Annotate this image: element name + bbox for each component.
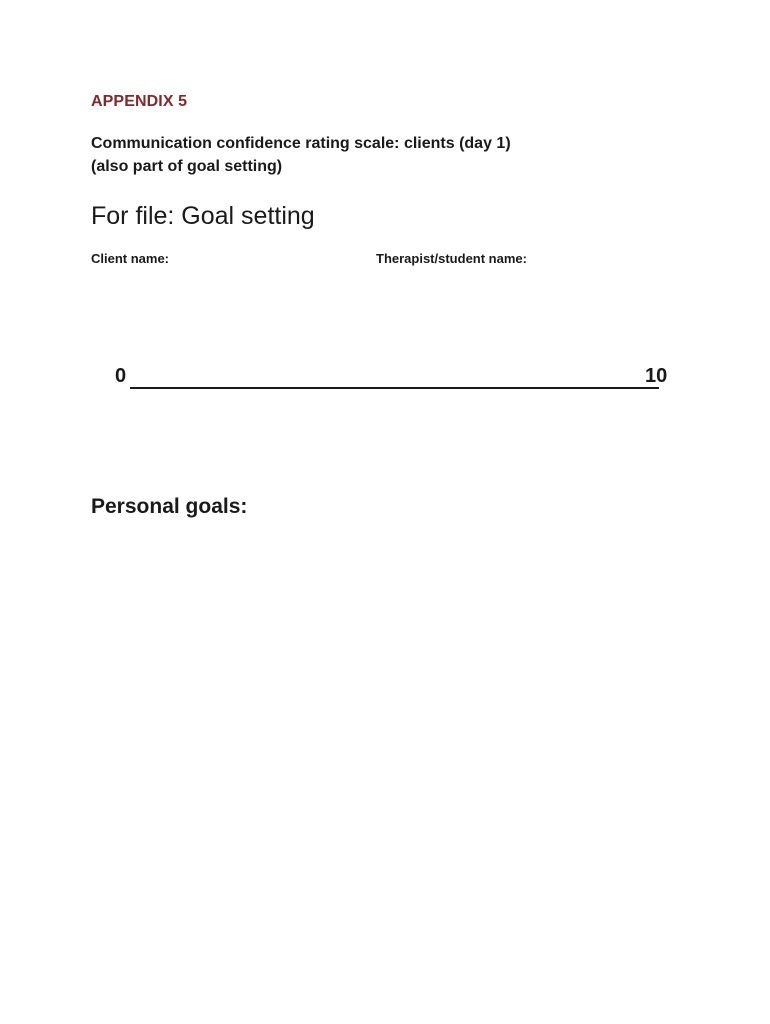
confidence-rating-scale xyxy=(115,365,675,395)
subtitle-line-1: Communication confidence rating scale: clients (day 1) xyxy=(91,135,511,152)
document-subtitle xyxy=(91,132,511,178)
personal-goals-heading: Personal goals: xyxy=(91,495,248,518)
subtitle-line-2: (also part of goal setting) xyxy=(91,158,283,175)
therapist-name-label: Therapist/student name: xyxy=(376,251,527,266)
file-heading: For file: Goal setting xyxy=(91,202,315,230)
client-name-label: Client name: xyxy=(91,251,170,266)
scale-max-value: 10 xyxy=(645,365,668,387)
appendix-label: APPENDIX 5 xyxy=(91,93,188,110)
scale-line xyxy=(130,387,659,389)
scale-min-value: 0 xyxy=(115,365,127,387)
